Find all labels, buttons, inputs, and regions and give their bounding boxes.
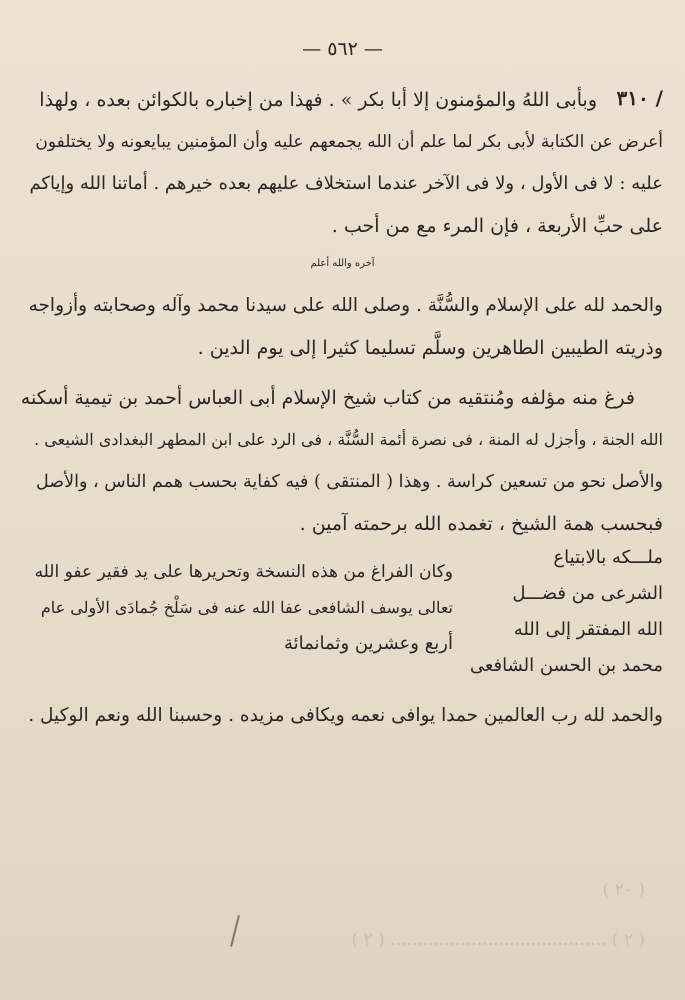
colophon-line-1: فرغ منه مؤلفه ومُنتقيه من كتاب شيخ الإسلام أبى العباس أحمد بن تيمية أسكنه — [20, 387, 635, 409]
entry-number: ٣١٠ / — [616, 86, 663, 110]
bleed-through-text-2: ( ٢ ) ........................................ ( ٢ ) — [351, 930, 645, 950]
entry-line-4: على حبِّ الأربعة ، فإن المرء مع من أحب . — [331, 215, 663, 237]
ownership-line-2: الشرعى من فضـــل — [512, 583, 663, 604]
page-number: — ٥٦٢ — — [302, 38, 383, 60]
entry-line-1: وبأبى اللهُ والمؤمنون إلا أبا بكر » . فهذا من إخباره بالكوائن بعده ، ولهذا — [39, 89, 597, 111]
doxology-line-1: والحمد لله على الإسلام والسُّنَّة . وصلى الله على سيدنا محمد وآله وصحابته وأزواجه — [28, 295, 663, 316]
ownership-line-1: ملـــكه بالابتياع — [553, 547, 663, 568]
ownership-line-4: محمد بن الحسن الشافعى — [469, 655, 663, 676]
copyist-line-3: أربع وعشرين وثمانمائة — [283, 633, 453, 654]
colophon-line-3: والأصل نحو من تسعين كراسة . وهذا ( المنتقى ) فيه كفاية بحسب همم الناس ، والأصل — [36, 472, 663, 492]
closing-line: والحمد لله رب العالمين حمدا يوافى نعمه ويكافى مزيده . وحسبنا الله ونعم الوكيل . — [28, 705, 663, 726]
entry-line-2: أعرض عن الكتابة لأبى بكر لما علم أن الله يجمعهم عليه وأن المؤمنين يبايعونه ولا يختلفون — [35, 132, 663, 152]
pencil-mark — [230, 915, 240, 947]
entry-line-3: عليه : لا فى الأول ، ولا فى الآخر عندما استخلاف عليهم بعده خيرهم . أماتنا الله وإياكم — [29, 173, 663, 194]
colophon-line-4: فبحسب همة الشيخ ، تغمده الله برحمته آمين . — [299, 513, 663, 535]
doxology-line-2: وذريته الطيبين الطاهرين وسلَّم تسليما كثيرا إلى يوم الدين . — [197, 337, 663, 359]
colophon-line-2: الله الجنة ، وأجزل له المنة ، فى نصرة أئمة السُّنَّة ، فى الرد على ابن المطهر البغدادى الشيعى . — [34, 430, 663, 449]
copyist-line-2: تعالى يوسف الشافعى عفا الله عنه فى سَلْخ جُمادَى الأولى عام — [40, 598, 453, 617]
end-heading: آخره والله أعلم — [310, 258, 375, 269]
ownership-line-3: الله المفتقر إلى الله — [513, 619, 663, 640]
copyist-line-1: وكان الفراغ من هذه النسخة وتحريرها على يد فقير عفو الله — [34, 562, 453, 582]
bleed-through-text-1: ( ٢٠ ) — [602, 880, 645, 900]
